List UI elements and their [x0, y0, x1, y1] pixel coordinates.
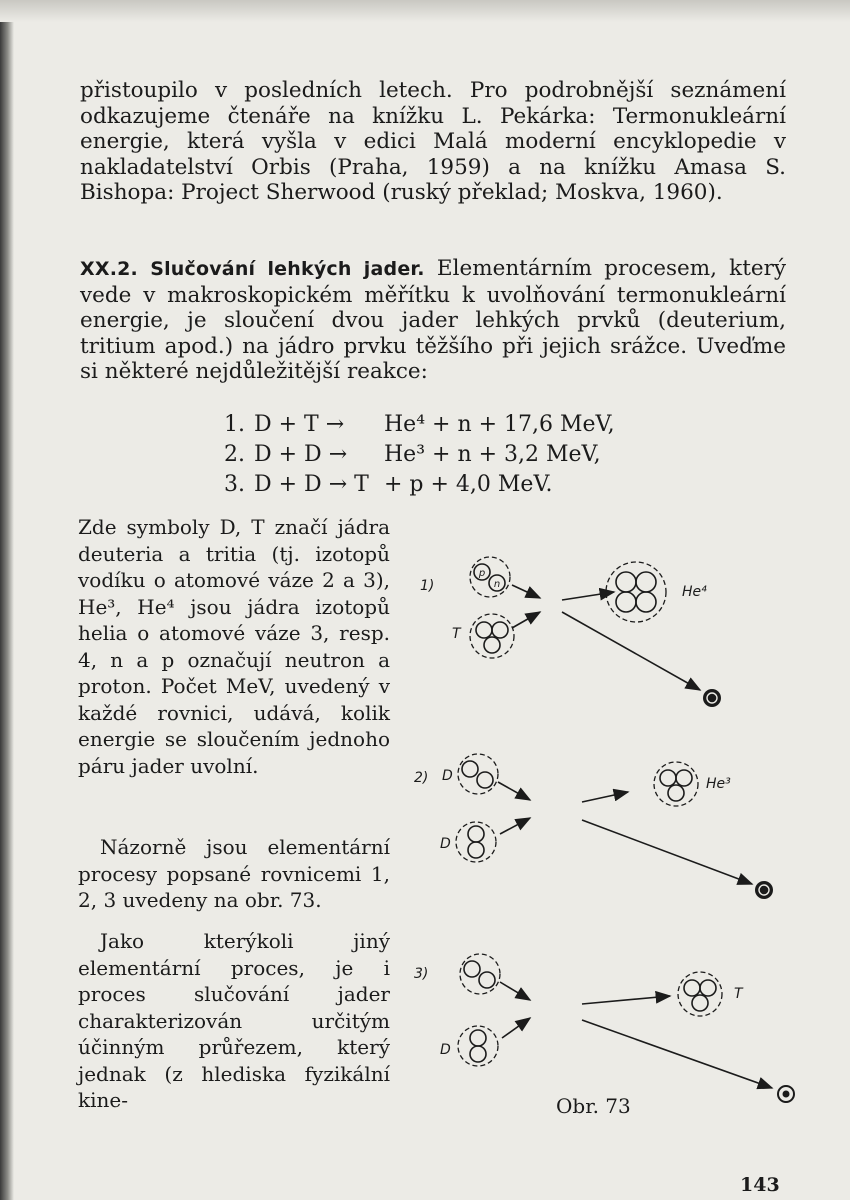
reaction-2-diagram	[414, 754, 773, 899]
neutron-particle	[703, 689, 721, 707]
section-number: XX.2.	[80, 258, 138, 280]
equation-number: 2.	[224, 442, 245, 467]
column-paragraph-3: Jako kterýkoli jiný elementární proces, je i proces slučování jader charakterizován určitým účinným průřezem, který jednak (z hlediska fyzikální kine-	[78, 929, 390, 1112]
page-number: 143	[740, 1174, 780, 1196]
reactant-a-label: D	[442, 768, 453, 784]
reaction-2-label: 2)	[414, 770, 429, 786]
svg-text:p: p	[478, 568, 486, 579]
page-top-shadow	[0, 0, 850, 22]
equation-rhs: + p + 4,0 MeV.	[384, 472, 553, 497]
triton-nucleus	[470, 614, 514, 658]
product-label: He⁴	[682, 584, 707, 600]
deuteron-nucleus	[460, 954, 500, 994]
column-paragraph-1: Zde symboly D, T značí jádra deuteria a tritia (tj. izotopů vodíku o atomové váze 2 a 3), He³, He⁴ jsou jádra izotopů helia o atomové váze 3, resp. 4, n a p označují neutron a proton. Počet MeV, uvedený v každé rovnici, udává, kolik energie se sloučením jednoho páru jader uvolní.	[78, 515, 390, 778]
figure-caption: Obr. 73	[556, 1094, 631, 1118]
neutron-particle	[755, 881, 773, 899]
equation-number: 1.	[224, 412, 245, 437]
deuteron-nucleus	[458, 1026, 498, 1066]
fusion-reactions-figure	[400, 520, 810, 1120]
section-paragraph	[80, 256, 786, 385]
equation-2	[224, 440, 664, 470]
reaction-3-diagram	[414, 954, 794, 1102]
intro-paragraph: přistoupilo v posledních letech. Pro podrobnější seznámení odkazujeme čtenáře na knížku L. Pekárka: Termonukleární energie, která vyšla v edici Malá moderní encyklopedie v nakladatelství Orbis (Praha, 1959) a na knížku Amasa S. Bishopa: Project Sherwood (ruský překlad; Moskva, 1960).	[80, 78, 786, 205]
equation-number: 3.	[224, 472, 245, 497]
helium-3-nucleus	[654, 762, 698, 806]
reaction-1-diagram	[420, 557, 721, 707]
equation-lhs: D + T →	[254, 412, 345, 437]
reaction-3-label: 3)	[414, 966, 429, 982]
equation-lhs: D + D → T	[254, 472, 369, 497]
section-title: Slučování lehkých jader.	[150, 258, 425, 280]
equation-1	[224, 410, 664, 440]
proton-particle	[778, 1086, 794, 1102]
product-label: He³	[706, 776, 731, 792]
section-text: Elementárním procesem, který vede v makroskopickém měřítku k uvolňování termonukleární energie, je sloučení dvou jader lehkých prvků (deuterium, tritium apod.) na jádro prvku těžšího při jejich srážce. Uveďme si některé nejdůležitější reakce:	[80, 256, 786, 384]
equation-3	[224, 470, 664, 500]
reaction-equations	[224, 410, 664, 500]
deuteron-nucleus	[470, 557, 510, 597]
page-left-edge-shadow	[0, 0, 14, 1200]
helium-4-nucleus	[606, 562, 666, 622]
equation-rhs: He³ + n + 3,2 MeV,	[384, 442, 601, 467]
column-paragraph-2: Názorně jsou elementární procesy popsané rovnicemi 1, 2, 3 uvedeny na obr. 73.	[78, 835, 390, 912]
reactant-b-label: D	[440, 1042, 451, 1058]
reaction-1-label: 1)	[420, 578, 435, 594]
equation-rhs: He⁴ + n + 17,6 MeV,	[384, 412, 615, 437]
reactant-b-label: D	[440, 836, 451, 852]
svg-text:n: n	[493, 579, 501, 590]
deuteron-nucleus	[458, 754, 498, 794]
reactant-b-label: T	[452, 626, 461, 642]
deuteron-nucleus	[456, 822, 496, 862]
product-label: T	[734, 986, 743, 1002]
equation-lhs: D + D →	[254, 442, 348, 467]
triton-nucleus	[678, 972, 722, 1016]
